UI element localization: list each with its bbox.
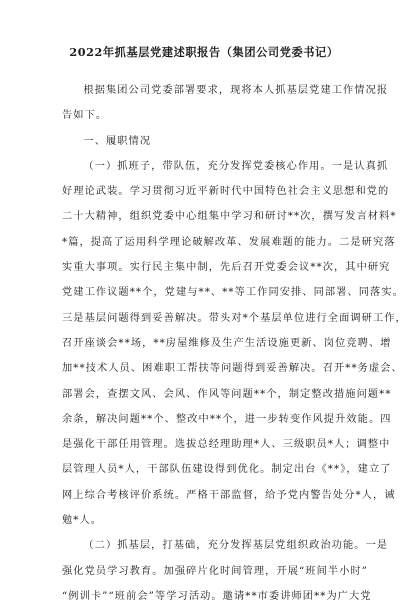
text-line: 好理论武装。学习贯彻习近平新时代中国特色社会主义思想和党的: [62, 186, 390, 198]
text-line: 实重大事项。实行民主集中制，先后召开党委会议**次，其中研究: [62, 262, 391, 274]
body-paragraph: [62, 154, 407, 533]
text-line: 强化党员学习教育。加强碎片化时间管理，开展“班间半小时”: [62, 565, 369, 577]
text-line: （一）抓班子，带队伍，充分发挥党委核心作用。一是认真抓: [83, 160, 389, 172]
text-line: （二）抓基层，打基础，充分发挥基层党组织政治功能。一是: [83, 540, 389, 552]
text-line: 根据集团公司党委部署要求，现将本人抓基层党建工作情况报: [83, 85, 389, 96]
text-line: “例训卡”“班前会”等学习活动。邀请**市委讲师团**为广大党: [62, 590, 372, 602]
text-line: 加**技术人员、困难职工帮扶等问题得到妥善解决。召开**务虚会、: [62, 363, 403, 375]
text-line: 部署会，查摆文风、会风、作风等问题**个，制定整改措施问题**: [62, 388, 392, 400]
text-line: 是强化干部任用管理。选拔总经理助理*人、三级职员*人；调整中: [62, 439, 391, 451]
text-line: 层管理人员*人，干部队伍建设得到优化。制定出台《**》，建立了: [62, 464, 392, 476]
text-line: 召开座谈会**场，**房屋维修及生产生活设施更新、岗位竞聘、增: [62, 337, 392, 349]
intro-paragraph: [62, 78, 389, 129]
text-line: 党建工作议题**个，党建与**、**等工作同安排、同部署、同落实。: [62, 287, 404, 299]
text-line: *篇，提高了运用科学理论破解改革、发展难题的能力。二是研究落: [62, 236, 396, 248]
text-line: 勉*人。: [62, 515, 103, 527]
section-heading: 一、履职情况: [83, 135, 152, 147]
text-line: 告如下。: [62, 110, 108, 122]
body-paragraph: [62, 533, 389, 609]
text-line: 二十大精神，组织党委中心组集中学习和研讨**次，撰写发言材料*: [62, 211, 397, 223]
text-line: 网上综合考核评价系统。严格干部监督，给予党内警告处分*人，诫: [62, 489, 396, 501]
text-line: 余条，解决问题**个、整改中**个，进一步转变作风提升效能。四: [62, 413, 392, 425]
text-line: 三是基层问题得到妥善解决。带头对*个基层单位进行全面调研工作，: [62, 312, 407, 324]
document-title: 2022年抓基层党建述职报告（集团公司党委书记）: [69, 45, 339, 59]
